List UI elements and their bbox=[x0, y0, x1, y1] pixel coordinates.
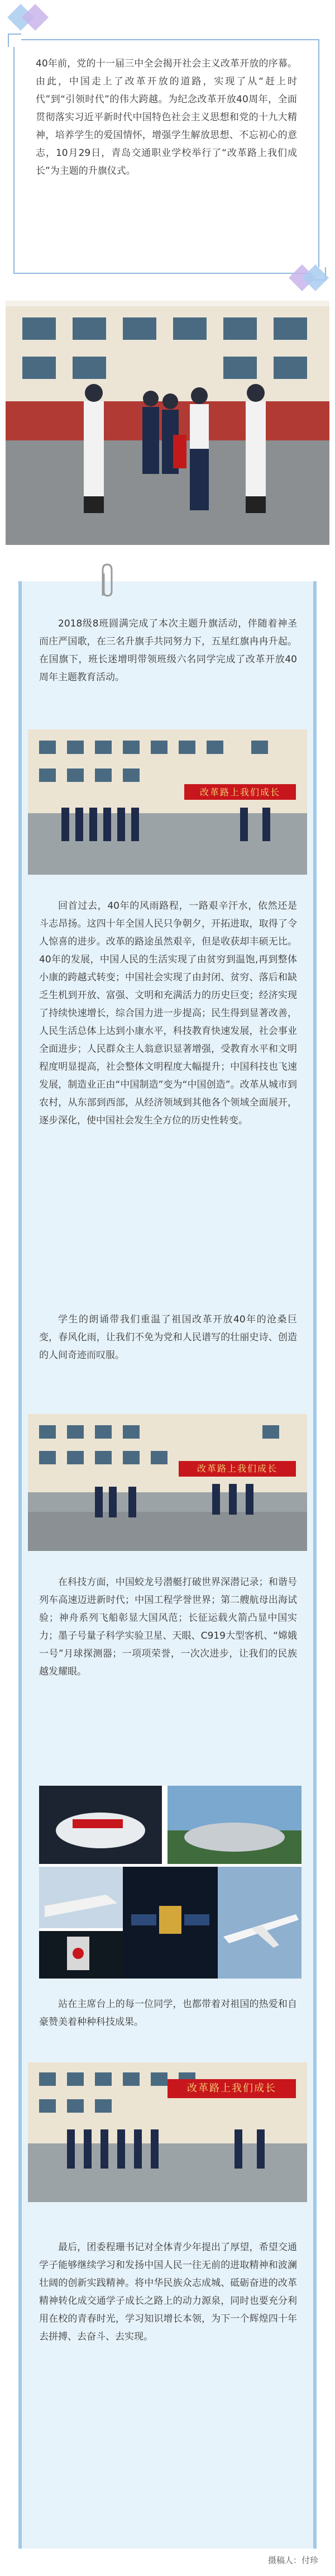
panel-right-border bbox=[313, 581, 317, 2549]
intro-paragraph: 40年前，党的十一届三中全会揭开社会主义改革开放的序幕。由此，中国走上了改革开放的道路，实现了从“赶上时代”到“引领时代”的伟大跨越。为纪念改革开放40周年，全面贯彻落实习近平新时代中国特色社会主义思想和党的十九大精神，培养学生的爱国情怀，增强学生解放思想、不忘初心的意志，10月29日，青岛交通职业学校举行了“改革路上我们成长”为主题的升旗仪式。 bbox=[36, 58, 297, 177]
intro-box bbox=[13, 39, 319, 274]
paragraph-technology: 在科技方面，中国蛟龙号潜艇打破世界深潜记录；和谐号列车高速迈进新时代；中国工程学誉世界；第二艘航母出海试验；神舟系列飞船彰显大国风范；长征运载火箭凸显中国实力；墨子号量子科学实验卫星、天眼、C919大型客机、“嫦娥一号”月球探测器；一项项荣誉，一次次进步，让我们的民族越发耀眼。 bbox=[39, 1577, 297, 1677]
photo-ceremony-stage-1 bbox=[28, 729, 307, 875]
diamond-decoration-top-left-2 bbox=[22, 4, 49, 31]
banner-stage-2: 改革路上我们成长 bbox=[197, 1463, 277, 1474]
paragraph-closing-remarks: 最后，团委程珊书记对全体青少年提出了厚望，希望交通学子能够继续学习和发扬中国人民一往无前的进取精神和波澜壮阔的创新实践精神。将中华民族众志成城、砥砺奋进的改革精神转化成交通学子成长之路上的动力源泉，同时也要充分利用在校的青春时光，学习知识增长本领，为下一个辉煌四十年去拼搏、去奋斗、去实现。 bbox=[39, 2242, 297, 2342]
paragraph-students-stage: 站在主席台上的每一位同学，也都带着对祖国的热爱和自豪赞美着种种科技成果。 bbox=[39, 1999, 297, 2028]
banner-stage-3: 改革路上我们成长 bbox=[187, 2082, 276, 2094]
photo-flag-team bbox=[6, 301, 329, 545]
photo-ceremony-stage-2 bbox=[28, 1414, 307, 1551]
paragraph-recitation: 学生的朗诵带我们重温了祖国改革开放40年的沧桑巨变，春风化雨，让我们不免为党和人民谱写的壮丽史诗、创造的人间奇迹而叹服。 bbox=[39, 1314, 297, 1361]
photo-technology-collage bbox=[39, 1786, 302, 1979]
banner-stage-1: 改革路上我们成长 bbox=[199, 787, 280, 798]
paragraph-forty-years: 回首过去，40年的风雨路程，一路艰辛汗水，依然还是斗志昂扬。这四十年全国人民只争朝夕，开拓进取，取得了令人惊喜的进步。改革的路途虽然艰辛，但是收获却丰硕无比。40年的发展，中国人民的生活实现了由贫穷到温饱,再到整体小康的跨越式转变；中国社会实现了由封闭、贫穷、落后和缺乏生机到开放、富强、文明和充满活力的历史巨变；经济实现了持续快速增长，综合国力进一步提高；民生得到显著改善，人民生活总体上达到小康水平，科技教育快速发展，社会事业全面进步；人民群众主人翁意识显著增强，受教育水平和文明程度明显提高，社会整体文明程度大幅提升；中国科技也飞速发展，制造业正由“中国制造”变为“中国创造”。改革从城市到农村，从东部到西部，从经济领域到其他各个领域全面展开，逐步深化，使中国社会发生全方位的历史性转变。 bbox=[39, 900, 297, 1126]
paragraph-flag-raising: 2018级8班圆满完成了本次主题升旗活动，伴随着神圣而庄严国歌，在三名升旗手共同努力下，五星红旗冉冉升起。在国旗下，班长迷增明带领班级六名同学完成了改革开放40周年主题教育活动。 bbox=[39, 618, 297, 683]
panel-left-border bbox=[18, 581, 22, 2549]
intro-box-corner-top-left bbox=[8, 34, 21, 47]
photographer-caption: 摄稿人：付珍 bbox=[267, 2555, 318, 2565]
paperclip-icon bbox=[97, 562, 116, 601]
